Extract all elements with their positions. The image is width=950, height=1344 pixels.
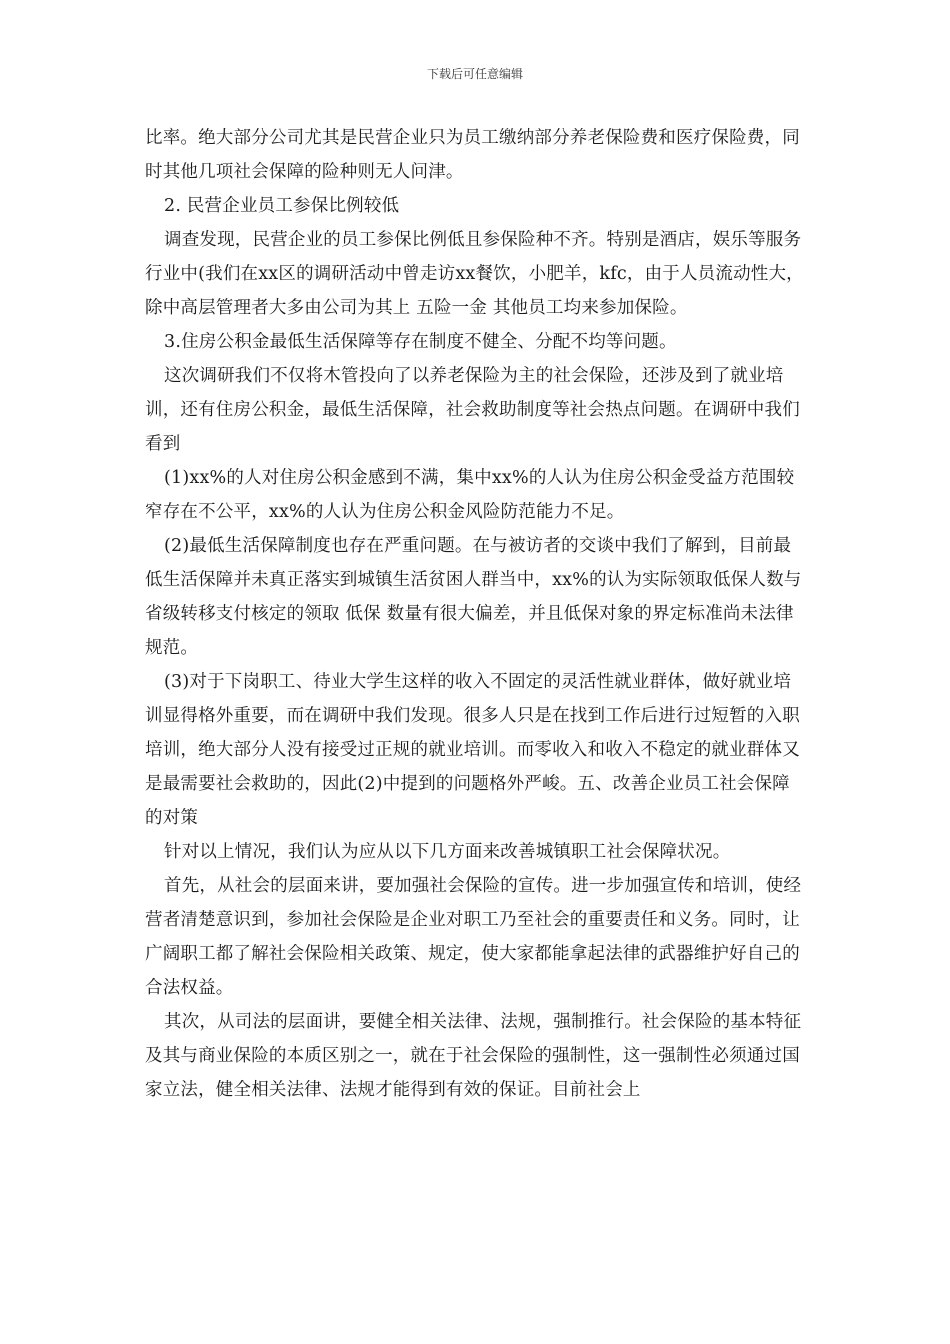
paragraph: 首先，从社会的层面来讲，要加强社会保险的宣传。进一步加强宣传和培训，使经营者清楚意识到，参加社会保险是企业对职工乃至社会的重要责任和义务。同时，让广阔职工都了解社会保险相关政策、规定，使大家都能拿起法律的武器维护好自己的合法权益。	[145, 876, 802, 998]
section-heading: 2. 民营企业员工参保比例较低	[164, 196, 400, 216]
page-header: 下载后可任意编辑	[426, 67, 523, 81]
paragraph: 这次调研我们不仅将木管投向了以养老保险为主的社会保险，还涉及到了就业培训，还有住房公积金，最低生活保障，社会救助制度等社会热点问题。在调研中我们看到	[145, 366, 800, 454]
paragraph: 比率。绝大部分公司尤其是民营企业只为员工缴纳部分养老保险费和医疗保险费，同时其他几项社会保障的险种则无人问津。	[145, 128, 800, 182]
list-item: (3)对于下岗职工、待业大学生这样的收入不固定的灵活性就业群体，做好就业培训显得格外重要，而在调研中我们发现。很多人只是在找到工作后进行过短暂的入职培训，绝大部分人没有接受过正规的就业培训。而零收入和收入不稳定的就业群体又是最需要社会救助的，因此(2)中提到的问题格外严峻。五、改善企业员工社会保障的对策	[145, 672, 800, 828]
list-item: (1)xx%的人对住房公积金感到不满，集中xx%的人认为住房公积金受益方范围较窄存在不公平，xx%的人认为住房公积金风险防范能力不足。	[145, 468, 795, 522]
paragraph: 针对以上情况，我们认为应从以下几方面来改善城镇职工社会保障状况。	[164, 842, 731, 862]
paragraph: 调查发现，民营企业的员工参保比例低且参保险种不齐。特别是酒店，娱乐等服务行业中(我们在xx区的调研活动中曾走访xx餐饮，小肥羊，kfc，由于人员流动性大，除中高层管理者大多由公司为其上 五险一金 其他员工均来参加保险。	[145, 230, 804, 318]
document-body	[145, 121, 807, 1107]
paragraph: 其次，从司法的层面讲，要健全相关法律、法规，强制推行。社会保险的基本特征及其与商业保险的本质区别之一，就在于社会保险的强制性，这一强制性必须通过国家立法，健全相关法律、法规才能得到有效的保证。目前社会上	[145, 1012, 802, 1100]
list-item: (2)最低生活保障制度也存在严重问题。在与被访者的交谈中我们了解到，目前最低生活保障并未真正落实到城镇生活贫困人群当中，xx%的认为实际领取低保人数与省级转移支付核定的领取 低保 数量有很大偏差，并且低保对象的界定标准尚未法律规范。	[145, 536, 802, 658]
section-heading: 3.住房公积金最低生活保障等存在制度不健全、分配不均等问题。	[164, 332, 677, 352]
